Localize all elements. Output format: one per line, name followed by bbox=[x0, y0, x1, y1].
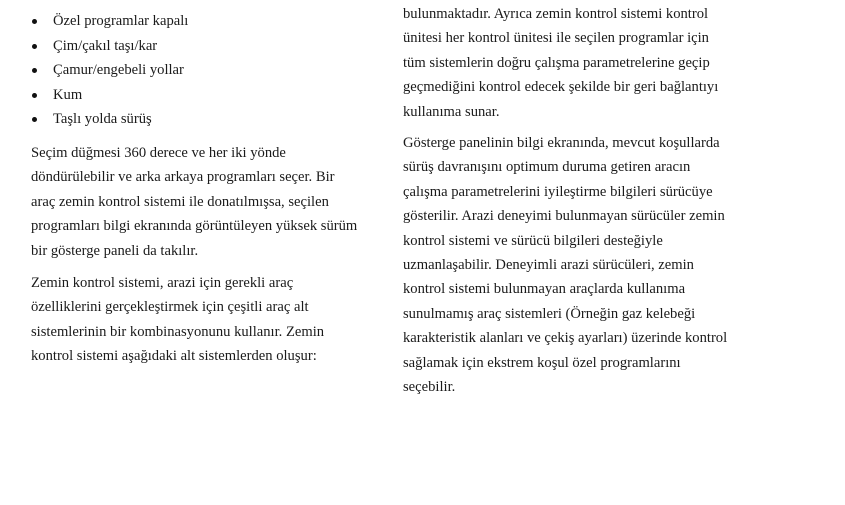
bullet-icon bbox=[32, 19, 37, 24]
list-item-text: Özel programlar kapalı bbox=[53, 13, 189, 29]
list-item-text: Çim/çakıl taşı/kar bbox=[53, 37, 158, 54]
bullet-icon bbox=[32, 93, 37, 98]
list-item-text: Çamur/engebeli yollar bbox=[53, 62, 184, 79]
list-item bbox=[31, 58, 188, 83]
terrain-system-paragraph: Zemin kontrol sistemi, arazi için gerekli araç özelliklerini gerçekleştirmek için çeşitli araç alt sistemlerinin bir kombinasyonunu kullanır. Zemin kontrol sistemi aşağıdaki alt sistemlerden oluşur: bbox=[31, 275, 325, 365]
list-item bbox=[31, 107, 188, 132]
bullet-icon bbox=[32, 44, 37, 49]
bullet-icon bbox=[32, 68, 37, 73]
bullet-icon bbox=[32, 117, 37, 122]
list-item bbox=[31, 83, 188, 108]
list-item bbox=[31, 34, 188, 59]
list-item bbox=[31, 9, 188, 34]
selector-knob-paragraph: Seçim düğmesi 360 derece ve her iki yönde döndürülebilir ve arka arkaya programları seçer. Bir araç zemin kontrol sistemi ile donatılmışsa, seçilen programları bilgi ekranında görüntüleyen yüksek sürüm bir gösterge paneli da takılır. bbox=[31, 145, 358, 259]
list-item-text: Kum bbox=[53, 86, 83, 103]
program-list bbox=[31, 9, 188, 132]
list-item-text: Taşlı yolda sürüş bbox=[53, 111, 152, 128]
feedback-paragraph: bulunmaktadır. Ayrıca zemin kontrol sistemi kontrol ünitesi her kontrol ünitesi ile seçilen programlar için tüm sistemlerin doğru çalışma parametrelerine geçip geçmediğini kontrol edecek şekilde bir geri bağlantıyı kullanıma sunar. bbox=[403, 6, 719, 120]
display-info-paragraph: Gösterge panelinin bilgi ekranında, mevcut koşullarda sürüş davranışını optimum duruma getiren aracın çalışma parametrelerini iyileştirme bilgileri sürücüye gösterilir. Arazi deneyimi bulunmayan sürücüler zemin kontrol sistemi ve sürücü bilgileri desteğiyle uzmanlaşabilir. Deneyimli arazi sürücüleri, zemin kontrol sistemi bulunmayan araçlarda kullanıma sunulmamış araç sistemleri (Örneğin gaz kelebeği karakteristik alanları ve çekiş ayarları) üzerinde kontrol sağlamak için ekstrem koşul özel programlarını seçebilir. bbox=[403, 135, 728, 396]
